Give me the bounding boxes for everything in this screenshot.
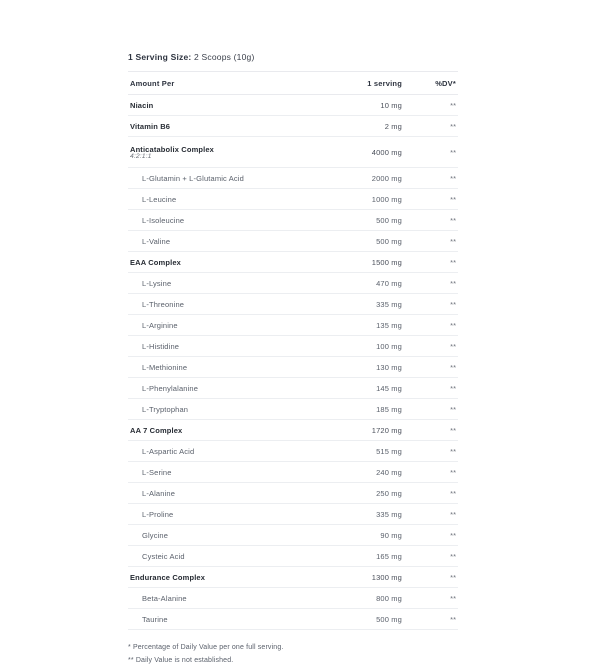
table-row bbox=[128, 357, 458, 378]
table-row bbox=[128, 378, 458, 399]
nutrition-table bbox=[128, 72, 458, 630]
ingredient-amount: 1720 mg bbox=[333, 420, 410, 441]
ingredient-amount: 2 mg bbox=[333, 116, 410, 137]
table-row bbox=[128, 116, 458, 137]
table-row bbox=[128, 315, 458, 336]
footnote-dv-not-established: ** Daily Value is not established. bbox=[128, 657, 234, 665]
ingredient-daily-value: ** bbox=[410, 116, 458, 137]
table-row bbox=[128, 567, 458, 588]
table-row bbox=[128, 273, 458, 294]
ingredient-label: Niacin bbox=[130, 100, 154, 110]
table-row bbox=[128, 420, 458, 441]
ingredient-label: Cysteic Acid bbox=[142, 551, 185, 561]
ingredient-label: L-Glutamin + L-Glutamic Acid bbox=[142, 173, 244, 183]
ingredient-name bbox=[128, 504, 333, 525]
ingredient-amount: 10 mg bbox=[333, 95, 410, 116]
ingredient-amount: 1300 mg bbox=[333, 567, 410, 588]
ingredient-name bbox=[128, 441, 333, 462]
table-row bbox=[128, 525, 458, 546]
table-row bbox=[128, 504, 458, 525]
ingredient-label: L-Valine bbox=[142, 236, 171, 246]
table-row bbox=[128, 231, 458, 252]
serving-size-label: 1 Serving Size: bbox=[128, 52, 192, 62]
ingredient-label: AA 7 Complex bbox=[130, 425, 183, 435]
ingredient-label: Endurance Complex bbox=[130, 572, 206, 582]
ingredient-amount: 240 mg bbox=[333, 462, 410, 483]
ingredient-name bbox=[128, 189, 333, 210]
ingredient-name bbox=[128, 525, 333, 546]
ingredient-label: EAA Complex bbox=[130, 257, 181, 267]
ingredient-name bbox=[128, 336, 333, 357]
table-row bbox=[128, 399, 458, 420]
ingredient-daily-value: ** bbox=[410, 95, 458, 116]
ingredient-name bbox=[128, 399, 333, 420]
ingredient-amount: 4000 mg bbox=[333, 137, 410, 168]
ingredient-name bbox=[128, 483, 333, 504]
ingredient-daily-value: ** bbox=[410, 336, 458, 357]
footnote-dv-percentage: * Percentage of Daily Value per one full serving. bbox=[128, 644, 284, 651]
table-row bbox=[128, 336, 458, 357]
ingredient-ratio: 4:2:1:1 bbox=[130, 152, 152, 160]
ingredient-daily-value: ** bbox=[410, 588, 458, 609]
ingredient-label: Anticatabolix Complex bbox=[130, 144, 214, 154]
table-row bbox=[128, 588, 458, 609]
table-row bbox=[128, 483, 458, 504]
ingredient-name bbox=[128, 378, 333, 399]
ingredient-name bbox=[128, 210, 333, 231]
ingredient-name bbox=[128, 420, 333, 441]
ingredient-name bbox=[128, 462, 333, 483]
table-row bbox=[128, 546, 458, 567]
ingredient-label: L-Lysine bbox=[142, 278, 172, 288]
table-row bbox=[128, 210, 458, 231]
ingredient-name bbox=[128, 137, 333, 168]
ingredient-name bbox=[128, 252, 333, 273]
ingredient-name bbox=[128, 546, 333, 567]
ingredient-daily-value: ** bbox=[410, 168, 458, 189]
ingredient-daily-value: ** bbox=[410, 462, 458, 483]
ingredient-label: Glycine bbox=[142, 530, 169, 540]
ingredient-name bbox=[128, 567, 333, 588]
table-row bbox=[128, 294, 458, 315]
column-header-dv: %DV* bbox=[410, 72, 458, 95]
table-row bbox=[128, 462, 458, 483]
ingredient-label: L-Isoleucine bbox=[142, 215, 185, 225]
ingredient-daily-value: ** bbox=[410, 546, 458, 567]
ingredient-label: L-Leucine bbox=[142, 194, 177, 204]
ingredient-name bbox=[128, 168, 333, 189]
ingredient-name bbox=[128, 273, 333, 294]
ingredient-name bbox=[128, 294, 333, 315]
table-row bbox=[128, 609, 458, 630]
ingredient-name bbox=[128, 609, 333, 630]
ingredient-label: Vitamin B6 bbox=[130, 121, 171, 131]
ingredient-amount: 515 mg bbox=[333, 441, 410, 462]
ingredient-label: L-Threonine bbox=[142, 299, 185, 309]
ingredient-label: L-Tryptophan bbox=[142, 404, 189, 414]
table-row bbox=[128, 252, 458, 273]
ingredient-label: Taurine bbox=[142, 614, 168, 624]
ingredient-daily-value: ** bbox=[410, 137, 458, 168]
ingredient-name bbox=[128, 116, 333, 137]
ingredient-daily-value: ** bbox=[410, 252, 458, 273]
ingredient-amount: 2000 mg bbox=[333, 168, 410, 189]
ingredient-name bbox=[128, 231, 333, 252]
ingredient-daily-value: ** bbox=[410, 231, 458, 252]
ingredient-label: L-Histidine bbox=[142, 341, 180, 351]
ingredient-label: L-Phenylalanine bbox=[142, 383, 199, 393]
ingredient-daily-value: ** bbox=[410, 420, 458, 441]
ingredient-daily-value: ** bbox=[410, 210, 458, 231]
ingredient-amount: 250 mg bbox=[333, 483, 410, 504]
column-header-serving: 1 serving bbox=[333, 72, 410, 95]
ingredient-amount: 100 mg bbox=[333, 336, 410, 357]
ingredient-amount: 335 mg bbox=[333, 294, 410, 315]
ingredient-amount: 500 mg bbox=[333, 231, 410, 252]
ingredient-daily-value: ** bbox=[410, 441, 458, 462]
ingredient-amount: 335 mg bbox=[333, 504, 410, 525]
ingredient-label: L-Arginine bbox=[142, 320, 178, 330]
ingredient-daily-value: ** bbox=[410, 315, 458, 336]
ingredient-daily-value: ** bbox=[410, 567, 458, 588]
ingredient-daily-value: ** bbox=[410, 189, 458, 210]
ingredient-daily-value: ** bbox=[410, 525, 458, 546]
column-header-amount: Amount Per bbox=[128, 72, 333, 95]
ingredient-amount: 145 mg bbox=[333, 378, 410, 399]
ingredient-amount: 1000 mg bbox=[333, 189, 410, 210]
ingredient-daily-value: ** bbox=[410, 294, 458, 315]
table-body bbox=[128, 95, 458, 630]
ingredient-name bbox=[128, 357, 333, 378]
ingredient-amount: 1500 mg bbox=[333, 252, 410, 273]
ingredient-amount: 470 mg bbox=[333, 273, 410, 294]
ingredient-name bbox=[128, 95, 333, 116]
ingredient-daily-value: ** bbox=[410, 357, 458, 378]
ingredient-label: L-Serine bbox=[142, 467, 172, 477]
serving-size-value: 2 Scoops (10g) bbox=[194, 52, 255, 62]
table-row bbox=[128, 189, 458, 210]
ingredient-amount: 500 mg bbox=[333, 609, 410, 630]
ingredient-amount: 800 mg bbox=[333, 588, 410, 609]
ingredient-amount: 90 mg bbox=[333, 525, 410, 546]
ingredient-daily-value: ** bbox=[410, 378, 458, 399]
table-row bbox=[128, 441, 458, 462]
footnotes bbox=[128, 641, 458, 668]
ingredient-daily-value: ** bbox=[410, 609, 458, 630]
ingredient-label: L-Methionine bbox=[142, 362, 188, 372]
ingredient-amount: 135 mg bbox=[333, 315, 410, 336]
ingredient-label: L-Aspartic Acid bbox=[142, 446, 195, 456]
ingredient-amount: 165 mg bbox=[333, 546, 410, 567]
table-row bbox=[128, 137, 458, 168]
ingredient-daily-value: ** bbox=[410, 504, 458, 525]
table-row bbox=[128, 95, 458, 116]
ingredient-label: L-Alanine bbox=[142, 488, 176, 498]
ingredient-amount: 500 mg bbox=[333, 210, 410, 231]
ingredient-amount: 185 mg bbox=[333, 399, 410, 420]
table-row bbox=[128, 168, 458, 189]
serving-size-line bbox=[128, 52, 458, 72]
ingredient-amount: 130 mg bbox=[333, 357, 410, 378]
ingredient-daily-value: ** bbox=[410, 273, 458, 294]
ingredient-label: L-Proline bbox=[142, 509, 174, 519]
ingredient-daily-value: ** bbox=[410, 399, 458, 420]
table-header-row bbox=[128, 72, 458, 95]
ingredient-label: Beta-Alanine bbox=[142, 593, 187, 603]
ingredient-name bbox=[128, 315, 333, 336]
ingredient-daily-value: ** bbox=[410, 483, 458, 504]
nutrition-facts-panel bbox=[128, 52, 458, 668]
ingredient-name bbox=[128, 588, 333, 609]
